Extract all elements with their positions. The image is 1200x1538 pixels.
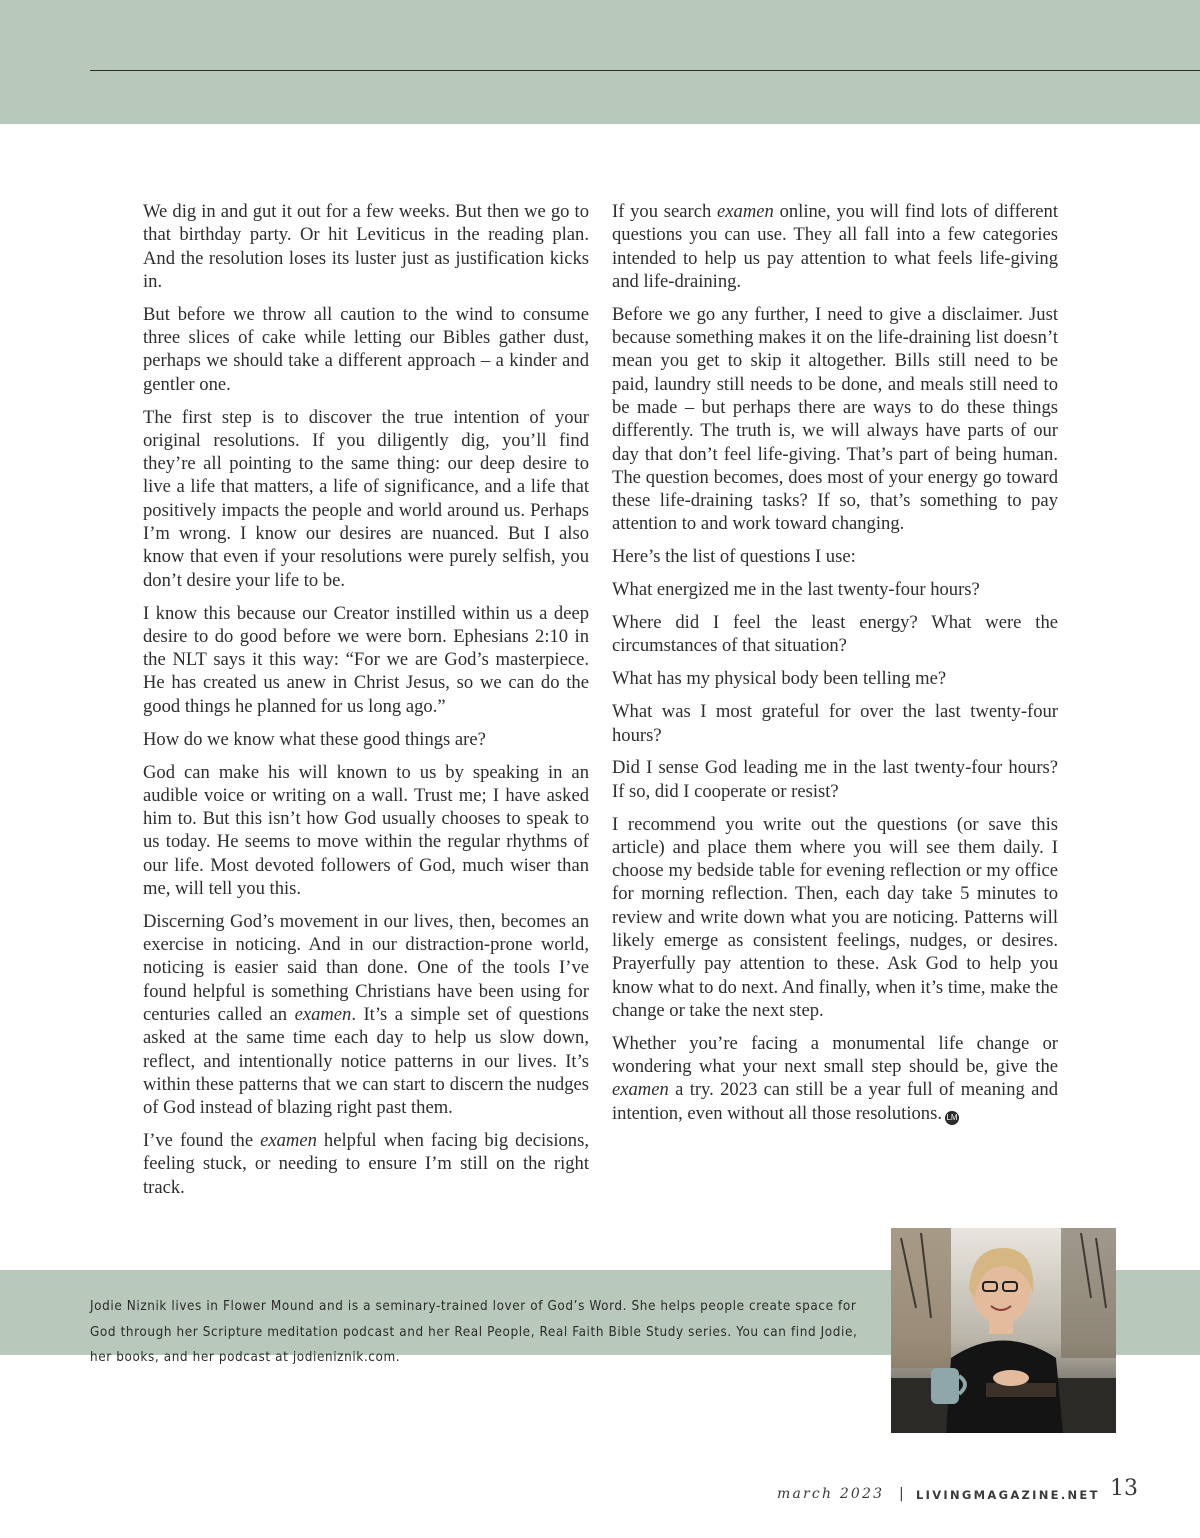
question-item: Where did I feel the least energy? What were the circumstances of that situation? — [612, 612, 1058, 657]
paragraph-text: Discerning God’s movement in our lives, then, becomes an exercise in noticing. And in our distraction-prone world, noticing is easier said than done. One of the tools I’ve found helpful is something Christians have been using for centuries called an — [143, 910, 589, 1026]
paragraph-text: I’ve found the — [143, 1130, 261, 1152]
paragraph — [612, 1032, 1058, 1125]
paragraph: I know this because our Creator instilled within us a deep desire to do good before we were born. Ephesians 2:10 in the NLT says it this way: “For we are God’s masterpiece. He has created us anew in Christ Jesus, so we can do the good things he planned for us long ago.” — [143, 602, 589, 717]
paragraph: We dig in and gut it out for a few weeks. But then we go to that birthday party. Or hit Leviticus in the reading plan. And the resolution loses its luster just as justification kicks in. — [143, 201, 589, 292]
paragraph-text: helpful when facing big decisions, feeling stuck, or needing to ensure I’m still on the right track. — [143, 1130, 589, 1198]
question-item: What energized me in the last twenty-four hours? — [612, 579, 980, 601]
paragraph-text: online, you will find lots of different questions you can use. They all fall into a few categories intended to help us pay attention to what feels life-giving and life-draining. — [612, 201, 1059, 292]
paragraph — [143, 910, 589, 1120]
page-number: 13 — [1110, 1476, 1138, 1501]
footer-separator: | — [899, 1486, 904, 1502]
header-band — [0, 0, 1200, 124]
paragraph-text: If you search — [612, 201, 718, 222]
question-item: What was I most grateful for over the last twenty-four hours? — [612, 701, 1058, 746]
paragraph: I recommend you write out the questions (or save this article) and place them where you will see them daily. I choose my bedside table for evening reflection or my office for morning reflection. Then, each day take 5 minutes to review and write down what you are noticing. Patterns will likely emerge as consistent feelings, nudges, or desires. Prayerfully pay attention to these. Ask God to help you know what to do next. And finally, when it’s time, make the change or take the next step. — [612, 813, 1058, 1021]
footer-website: LIVINGMAGAZINE.NET — [916, 1488, 1100, 1502]
paragraph-text: a try. 2023 can still be a year full of meaning and intention, even without all those resolutions. — [612, 1079, 1058, 1124]
paragraph: The first step is to discover the true intention of your original resolutions. If you diligently dig, you’ll find they’re all pointing to the same thing: our deep desire to live a life that matters, a life of significance, and a life that positively impacts the people and world around us. Perhaps I’m wrong. I know our desires are nuanced. But I also know that even if your resolutions were purely selfish, you don’t desire your life to be. — [143, 406, 589, 591]
italic-term: examen — [294, 1004, 352, 1026]
article-column-left — [143, 200, 589, 1209]
paragraph: God can make his will known to us by speaking in an audible voice or writing on a wall. Trust me; I have asked him to. But this isn’t how God usually chooses to speak to us today. He seems to move within the regular rhythms of our life. Most devoted followers of God, much wiser than me, will tell you this. — [143, 761, 589, 899]
italic-term: examen — [260, 1130, 317, 1152]
paragraph: Before we go any further, I need to give a disclaimer. Just because something makes it on the life-draining list doesn’t mean you get to skip it altogether. Bills still need to be paid, laundry still needs to be done, and meals still need to be made – but perhaps there are ways to do these things differently. The truth is, we will always have parts of our day that don’t feel life-giving. That’s part of being human. The question becomes, does most of your energy go toward these life-draining tasks? If so, that’s something to pay attention to and work toward changing. — [612, 303, 1058, 535]
paragraph: Here’s the list of questions I use: — [612, 546, 856, 568]
paragraph: How do we know what these good things are? — [143, 728, 486, 750]
paragraph-text: Whether you’re facing a monumental life change or wondering what your next small step should be, give the — [612, 1032, 1058, 1078]
end-mark-icon: LM — [945, 1111, 959, 1125]
author-bio: Jodie Niznik lives in Flower Mound and is a seminary-trained lover of God’s Word. She helps people create space for God through her Scripture meditation podcast and her Real People, Real Faith Bible Study series. You can find Jodie, her books, and her podcast at jodieniznik.com. — [90, 1299, 858, 1365]
author-photo — [891, 1228, 1116, 1433]
header-rule — [90, 70, 1200, 71]
paragraph-text: . It’s a simple set of questions asked at the same time each day to help us slow down, reflect, and intentionally notice patterns in our lives. It’s within these patterns that we can start to discern the nudges of God instead of blazing right past them. — [143, 1004, 589, 1119]
paragraph — [612, 200, 1058, 293]
article-column-right — [612, 200, 1058, 1135]
italic-term: examen — [612, 1079, 669, 1101]
question-item: What has my physical body been telling me? — [612, 668, 947, 690]
italic-term: examen — [717, 201, 774, 222]
paragraph: But before we throw all caution to the wind to consume three slices of cake while letting our Bibles gather dust, perhaps we should take a different approach – a kinder and gentler one. — [143, 303, 589, 395]
paragraph — [143, 1129, 589, 1199]
footer-issue: march 2023 — [777, 1486, 885, 1502]
question-item: Did I sense God leading me in the last twenty-four hours? If so, did I cooperate or resist? — [612, 757, 1058, 802]
author-photo-illustration — [891, 1228, 1116, 1433]
